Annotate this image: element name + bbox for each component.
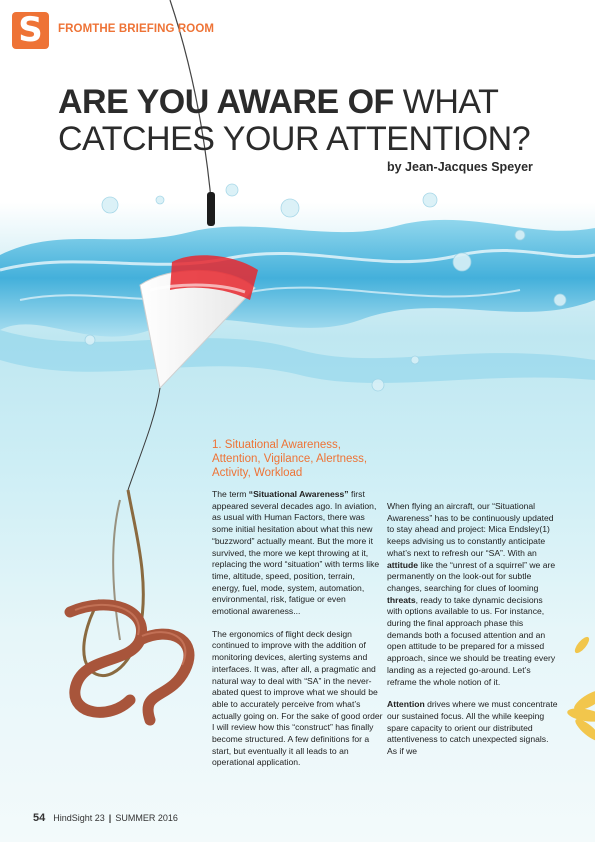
page-number: 54 <box>33 812 46 824</box>
text-run: When flying an aircraft, our “Situational Awareness” has to be continuously updated to stay ahead and project: Mica Endsley(1) keeps advising us to constantly anticipate what’s next to refresh our “SA”. With an <box>387 501 554 558</box>
paragraph <box>212 489 384 618</box>
hindsight-logo <box>12 12 49 49</box>
publication-name: HindSight 23 <box>53 813 105 823</box>
bold-term: attitude <box>387 559 419 570</box>
bold-term: threats <box>387 594 416 605</box>
water-surface <box>0 220 595 337</box>
text-column-1 <box>212 489 384 780</box>
page-footer <box>33 812 178 824</box>
text-run: The term <box>212 489 249 499</box>
text-run: drives where we must concentrate our sustained focus. All the while keeping spare capacity to orient our distributed attentiveness to catch unexpected signals. As if we <box>387 699 558 757</box>
section-label: FROMTHE BRIEFING ROOM <box>58 23 215 35</box>
text-run: like the “unrest of a squirrel” we are permanently on the look-out for subtle changes, searching for clues of looming <box>387 559 556 593</box>
logo-letter: S <box>18 10 43 50</box>
flower-decoration <box>566 635 595 744</box>
issue-label: SUMMER 2016 <box>115 813 178 823</box>
paragraph: The ergonomics of flight deck design continued to improve with the addition of monitoring devices, alerting systems and interfaces. It was, after all, a pragmatic and natural way to deal with “SA” in the never-abated quest to improve what we should be able to accurately perceive from what’s actually going on. For the sake of good order I will review how this “construct” has finally become structured. A few definitions for a start, but eventually it all leads to an operational application. <box>212 628 383 768</box>
subhead: 1. Situational Awareness, Attention, Vigilance, Alertness, Activity, Workload <box>212 439 368 479</box>
byline: by Jean-Jacques Speyer <box>387 160 533 174</box>
article-title <box>58 84 558 158</box>
text-run: , ready to take dynamic decisions with options available to us. For instance, during the final approach phase this demands both a focused attention and an open attitude to be prepared for a missed approach, since we should be treating every landing as a rejected go-around. Let’s reframe the whole notion of it. <box>387 594 556 687</box>
title-rest-part: WHAT <box>393 83 499 121</box>
text-run: first appeared several decades ago. In aviation, as usual with Human Factors, there was some initial hesitation about what this new “buzzword” actually meant. But the more it survived, the more we kept throwing at it, replacing the word “situation” with terms like time, altitude, speed, position, terrain, energy, fuel, mode, system, automation, environmental, risk, fatigue or even emotional awareness... <box>212 489 380 617</box>
footer-separator: | <box>108 813 112 823</box>
paragraph <box>387 699 559 758</box>
title-bold-part: ARE YOU AWARE OF <box>58 83 394 121</box>
paragraph <box>387 501 559 688</box>
text-column-2 <box>387 501 559 769</box>
bold-term: “Situational Awareness” <box>248 489 349 499</box>
bold-term: Attention <box>387 699 425 710</box>
title-line-2: CATCHES YOUR ATTENTION? <box>58 120 531 158</box>
